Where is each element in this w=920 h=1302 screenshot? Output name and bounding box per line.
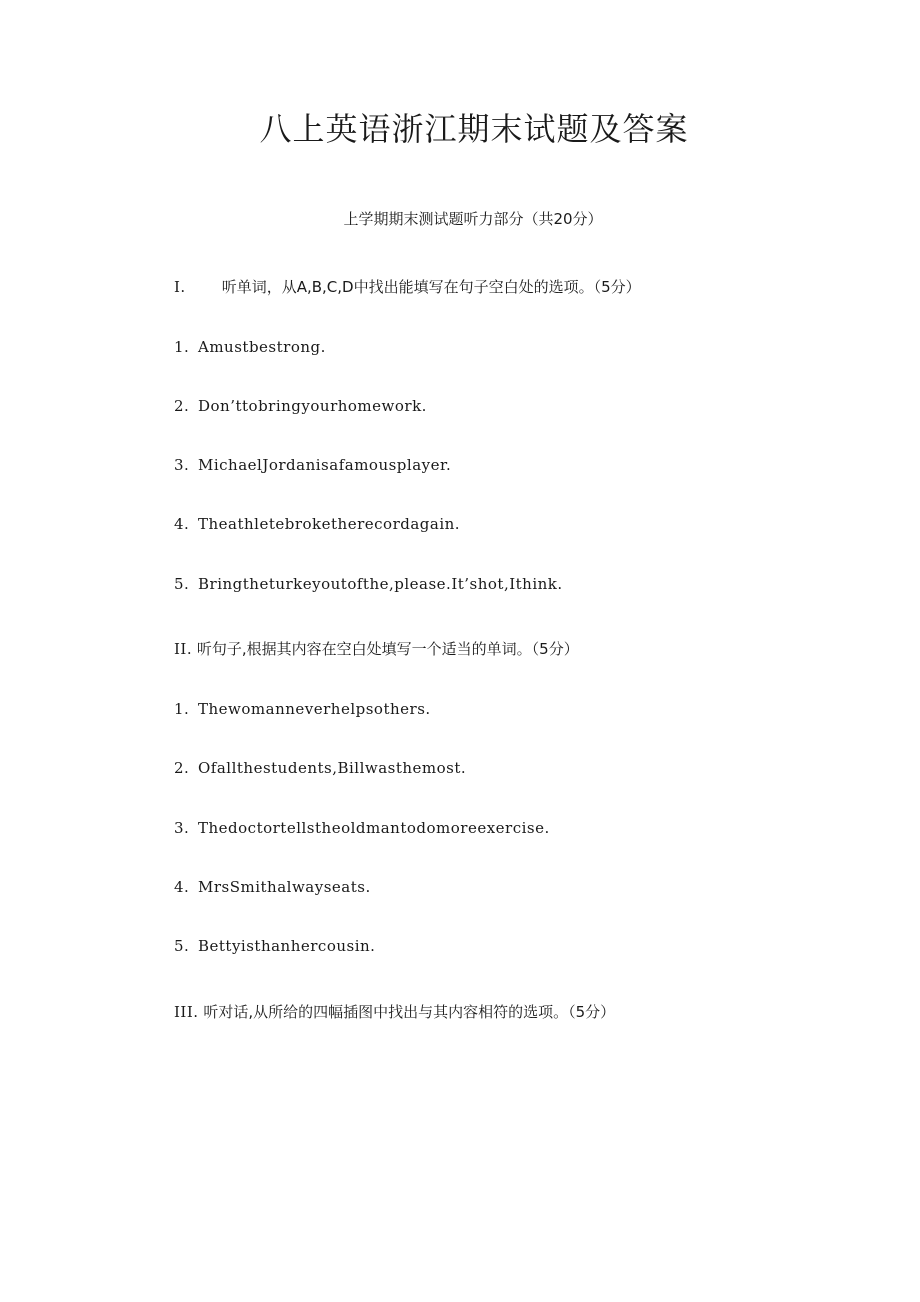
- section-1-item: 3. MichaelJordanisafamousplayer.: [174, 456, 452, 474]
- section-2-item-text: Thedoctortellstheoldmantodomoreexercise.: [198, 819, 550, 837]
- section-1-item: 1. Amustbestrong.: [174, 338, 326, 356]
- section-2-numeral: II.: [174, 640, 193, 658]
- section-2-item-text: Bettyisthanhercousin.: [198, 937, 376, 955]
- section-1-item-text: Amustbestrong.: [198, 338, 326, 356]
- section-1-item: 5. Bringtheturkeyoutofthe,please.It’shot,Ithink.: [174, 575, 563, 593]
- section-1-item-text: Bringtheturkeyoutofthe,please.It’shot,Ithink.: [198, 575, 563, 593]
- section-1-item-text: MichaelJordanisafamousplayer.: [198, 456, 452, 474]
- section-3-numeral: III.: [174, 1003, 199, 1021]
- section-2-heading-text: 听句子,根据其内容在空白处填写一个适当的单词。（5分）: [196, 640, 579, 658]
- section-2-item: 2. Ofallthestudents,Billwasthemost.: [174, 759, 467, 777]
- section-1-item: 4. Theathletebroketherecordagain.: [174, 515, 461, 533]
- section-2-item-text: Ofallthestudents,Billwasthemost.: [198, 759, 467, 777]
- section-2-item: 1. Thewomanneverhelpsothers.: [174, 700, 431, 718]
- section-2-item: 4. MrsSmithalwayseats.: [174, 878, 371, 896]
- document-title: 八上英语浙江期末试题及答案: [259, 110, 689, 148]
- section-1-heading: [174, 276, 641, 297]
- section-1-item-text: Theathletebroketherecordagain.: [198, 515, 461, 533]
- section-2-item-text: Thewomanneverhelpsothers.: [198, 700, 431, 718]
- document-subtitle: 上学期期末测试题听力部分（共20分）: [343, 210, 603, 228]
- section-3-heading-text: 听对话,从所给的四幅插图中找出与其内容相符的选项。（5分）: [203, 1003, 616, 1021]
- section-2-item: 3. Thedoctortellstheoldmantodomoreexercise.: [174, 819, 550, 837]
- section-2-item-text: MrsSmithalwayseats.: [198, 878, 371, 896]
- section-1-numeral: I.: [174, 278, 186, 296]
- section-1-item-text: Don’ttobringyourhomework.: [198, 397, 427, 415]
- section-3-heading: [174, 1001, 615, 1022]
- section-2-item: 5. Bettyisthanhercousin.: [174, 937, 376, 955]
- section-2-heading: [174, 638, 579, 659]
- section-1-heading-text: 听单词，从A,B,C,D中找出能填写在句子空白处的选项。（5分）: [221, 278, 641, 296]
- section-1-item: 2. Don’ttobringyourhomework.: [174, 397, 427, 415]
